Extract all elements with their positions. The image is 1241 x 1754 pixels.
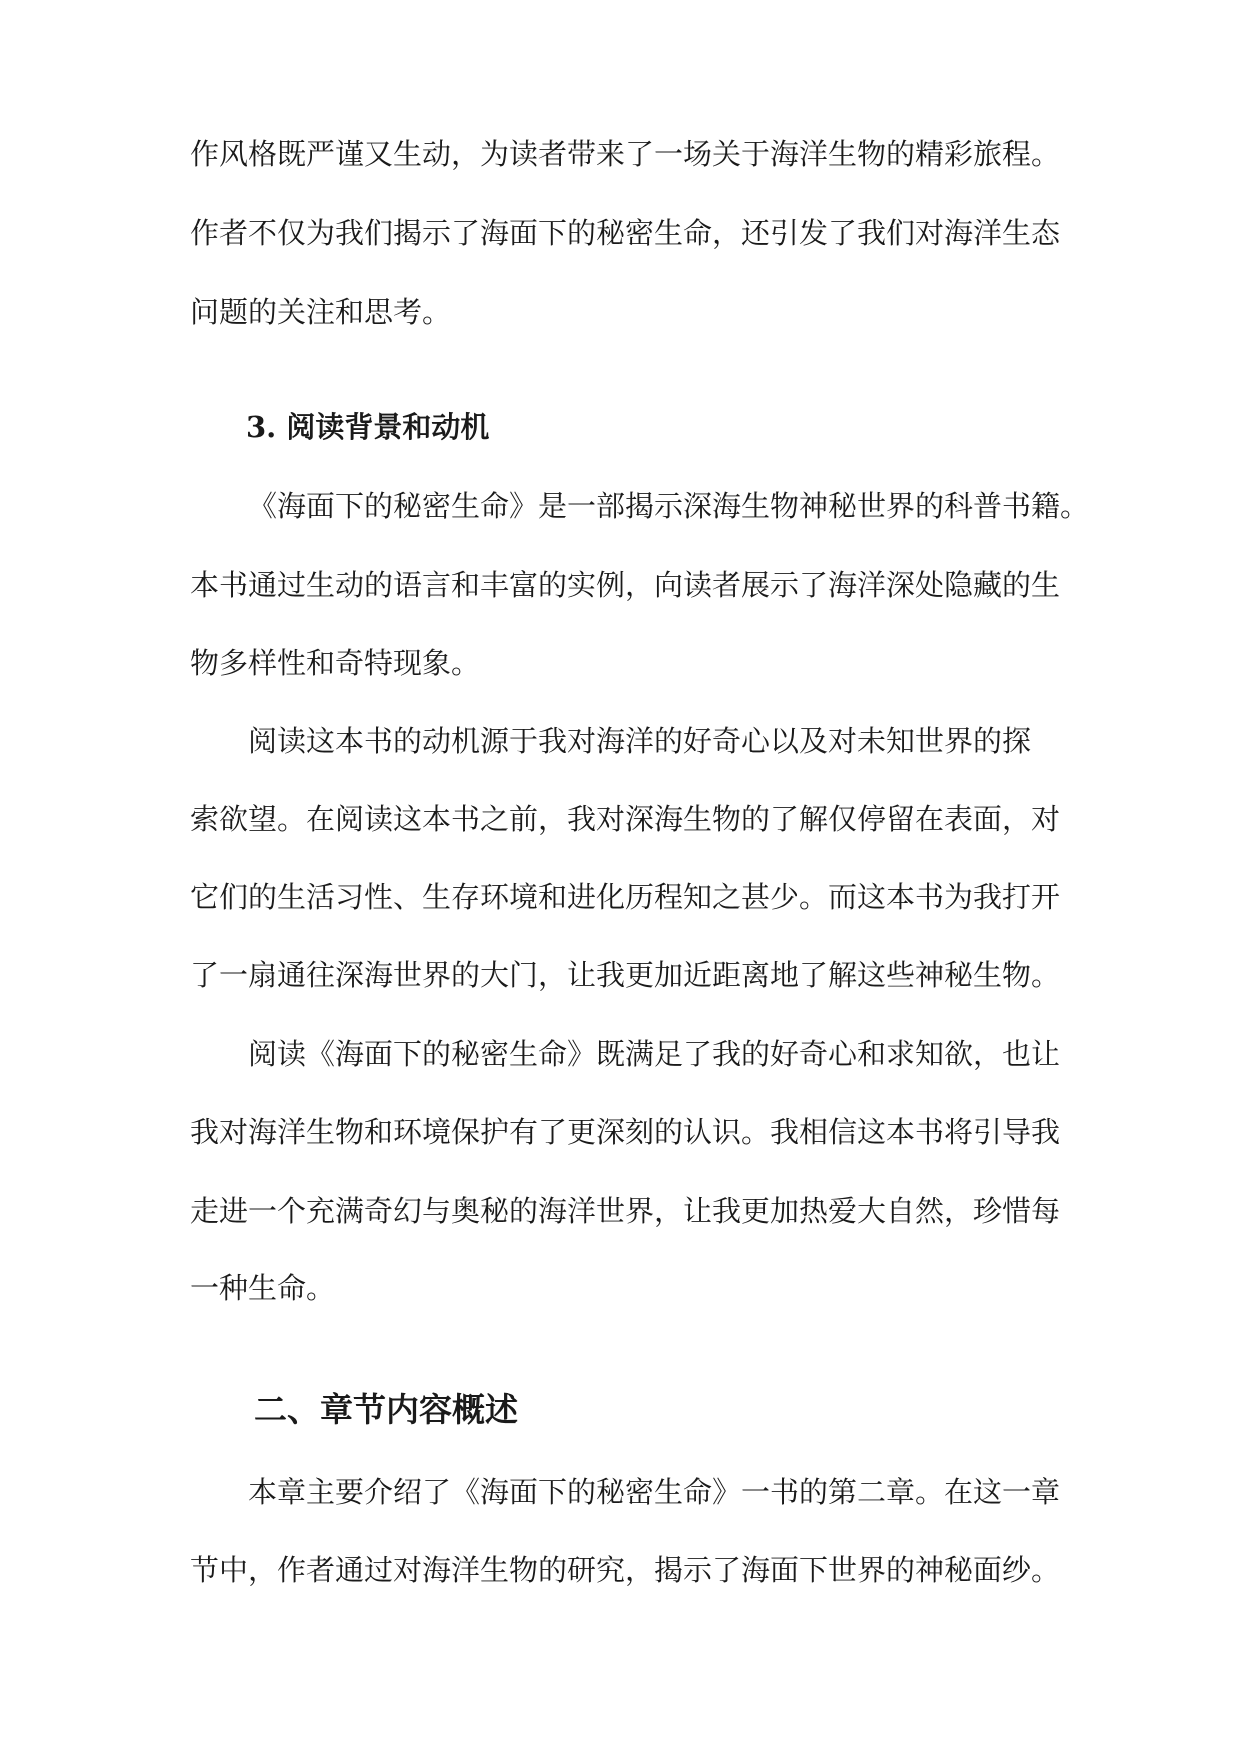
paragraph-line: 节中，作者通过对海洋生物的研究，揭示了海面下世界的神秘面纱。 <box>190 1553 1061 1587</box>
section-heading: 3. 阅读背景和动机 <box>246 410 490 444</box>
paragraph-line: 作风格既严谨又生动，为读者带来了一场关于海洋生物的精彩旅程。 <box>190 137 1061 171</box>
paragraph-line: 作者不仅为我们揭示了海面下的秘密生命，还引发了我们对海洋生态 <box>190 216 1061 250</box>
paragraph-line: 本章主要介绍了《海面下的秘密生命》一书的第二章。在这一章 <box>248 1475 1061 1509</box>
paragraph-line: 我对海洋生物和环境保护有了更深刻的认识。我相信这本书将引导我 <box>190 1115 1061 1149</box>
paragraph-line: 索欲望。在阅读这本书之前，我对深海生物的了解仅停留在表面，对 <box>190 802 1061 836</box>
paragraph-line: 它们的生活习性、生存环境和进化历程知之甚少。而这本书为我打开 <box>190 880 1061 914</box>
chapter-heading: 二、章节内容概述 <box>254 1390 518 1429</box>
paragraph-line: 一种生命。 <box>190 1271 336 1305</box>
paragraph-line: 走进一个充满奇幻与奥秘的海洋世界，让我更加热爱大自然，珍惜每 <box>190 1194 1061 1228</box>
paragraph-line: 了一扇通往深海世界的大门，让我更加近距离地了解这些神秘生物。 <box>190 958 1061 992</box>
paragraph-line: 物多样性和奇特现象。 <box>190 646 481 680</box>
paragraph-line: 阅读这本书的动机源于我对海洋的好奇心以及对未知世界的探 <box>248 724 1032 758</box>
paragraph-line: 本书通过生动的语言和丰富的实例，向读者展示了海洋深处隐藏的生 <box>190 568 1061 602</box>
paragraph-line: 《海面下的秘密生命》是一部揭示深海生物神秘世界的科普书籍。 <box>248 489 1090 523</box>
paragraph-line: 阅读《海面下的秘密生命》既满足了我的好奇心和求知欲，也让 <box>248 1037 1061 1071</box>
paragraph-line: 问题的关注和思考。 <box>190 295 452 329</box>
